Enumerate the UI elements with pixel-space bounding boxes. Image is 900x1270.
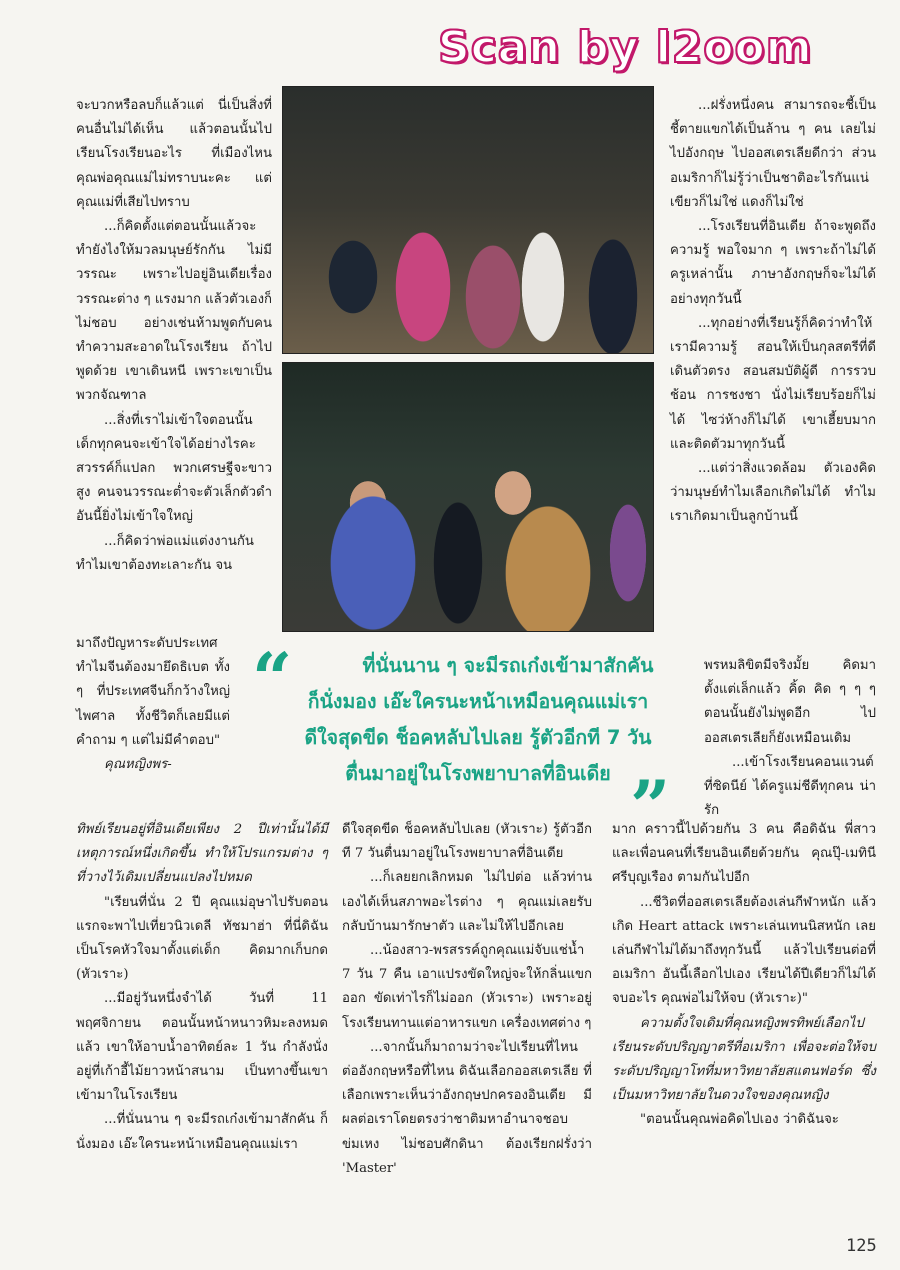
paragraph: ...แต่ว่าสิ่งแวดล้อม ตัวเองคิดว่ามนุษย์ทำไมเลือกเกิดไม่ได้ ทำไมเราเกิดมาเป็นลูกบ้านนี้ <box>670 461 876 525</box>
paragraph: ...ฝรั่งหนึ่งคน สามารถจะชี้เป็นชี้ตายแขกได้เป็นล้าน ๆ คน เลยไม่ไปอังกฤษ ไปออสเตรเลียดีกว่า ส่วนอเมริกาก็ไม่รู้ว่าเป็นชาติอะไรกันแน่ เขียวก็ไม่ใช่ แดงก็ไม่ใช่ <box>670 98 876 210</box>
paragraph: ...โรงเรียนที่อินเดีย ถ้าจะพูดถึงความรู้ พอใจมาก ๆ เพราะถ้าไม่ได้ครูเหล่านั้น ภาษาอังกฤษก็จะไม่ได้อย่างทุกวันนี้ <box>670 219 876 307</box>
paragraph: คุณหญิงพร- <box>104 757 172 773</box>
article-column-left-narrow <box>76 632 230 777</box>
paragraph: ...มีอยู่วันหนึ่งจำได้ วันที่ 11 พฤศจิกายน ตอนนั้นหน้าหนาวหิมะลงหมดแล้ว เขาให้อาบน้ำอาทิตย์ละ 1 วัน กำลังนั่งอยู่ที่เก้าอี้ไม้ยาวหน้าสนาม เป็นทางขึ้นเขาเข้ามาในโรงเรียน <box>76 991 328 1104</box>
event-photo-top <box>282 86 654 354</box>
close-quote-mark: ” <box>630 765 671 848</box>
paragraph: ...สิ่งที่เราไม่เข้าใจตอนนั้น เด็กทุกคนจะเข้าใจได้อย่างไรคะ สวรรค์ก็แปลก พวกเศรษฐีจะขาวสูง คนจนวรรณะต่ำจะตัวเล็กตัวดำ อันนี้ยิ่งไม่เข้าใจใหญ่ <box>76 412 272 525</box>
pull-quote-line: ที่นั่นนาน ๆ จะมีรถเก๋งเข้ามาสักคัน <box>362 654 654 677</box>
paragraph: ...ทุกอย่างที่เรียนรู้ก็คิดว่าทำให้เรามีความรู้ สอนให้เป็นกุลสตรีที่ดี เดินตัวตรง สอนสมบัติผู้ดี การรวบช้อน การชงชา นั่งไม่เรียบร้อยก็ไม่ได้ ไซว่ห้างก็ไม่ได้ เขาเฮี้ยบมาก และติดตัวมาทุกวันนี้ <box>670 315 876 452</box>
article-column-bottom-2 <box>342 818 592 1181</box>
article-column-left <box>76 94 272 578</box>
paragraph: ...เข้าโรงเรียนคอนแวนต์ที่ซิดนีย์ ได้ครูแม่ชีดีทุกคน น่ารัก <box>704 754 876 819</box>
article-column-right <box>670 94 876 530</box>
article-column-bottom-3 <box>612 818 876 1133</box>
pull-quote-line: ดีใจสุดขีด ช็อคหลับไปเลย รู้ตัวอีกที 7 วัน <box>304 726 652 749</box>
paragraph: มาก คราวนี้ไปด้วยกัน 3 คน คือดิฉัน พี่สาว และเพื่อนคนที่เรียนอินเดียด้วยกัน คุณปุ๊-เมทินี ศรีบุญเรือง ตามกันไปอีก <box>612 822 876 886</box>
paragraph: จะบวกหรือลบก็แล้วแต่ นี่เป็นสิ่งที่คนอื่นไม่ได้เห็น แล้วตอนนั้นไปเรียนโรงเรียนอะไร ที่เมืองไหน คุณพ่อคุณแม่ไม่ทราบนะคะ แต่คุณแม่ที่เสียไปทราบ <box>76 98 272 210</box>
article-column-bottom-1 <box>76 818 328 1157</box>
page-number: 125 <box>846 1236 877 1256</box>
paragraph: มาถึงปัญหาระดับประเทศ ทำไมจีนต้องมายึดธิเบต ทั้ง ๆ ที่ประเทศจีนก็กว้างใหญ่ไพศาล ทั้งชีวิตก็เลยมีแต่คำถาม ๆ แต่ไม่มีคำตอบ" <box>76 636 230 748</box>
paragraph: พรหมลิขิตมีจริงมั้ย คิดมาตั้งแต่เล็กแล้ว คิ้ด คิด ๆ ๆ ๆ ตอนนั้นยังไม่พูดอีก ไปออสเตรเลียก็ยังเหมือนเดิม <box>704 658 876 746</box>
paragraph: ...ก็คิดตั้งแต่ตอนนั้นแล้วจะทำยังไงให้มวลมนุษย์รักกัน ไม่มีวรรณะ เพราะไปอยู่อินเดียเรื่องวรรณะต่าง ๆ แรงมาก แล้วตัวเองก็ไม่ชอบ อย่างเช่นห้ามพูดกับคนทำความสะอาดในโรงเรียน ถ้าไปพูดด้วย เขาเดินหนี เพราะเขาเป็นพวกจัณฑาล <box>76 219 272 404</box>
scan-watermark: Scan by l2oom <box>438 22 813 73</box>
pull-quote-line: ตื่นมาอยู่ในโรงพยาบาลที่อินเดีย <box>345 762 611 785</box>
paragraph: ...ก็คิดว่าพ่อแม่แต่งงานกัน ทำไมเขาต้องทะเลาะกัน จน <box>76 533 254 573</box>
open-quote-mark: “ <box>252 637 293 720</box>
paragraph: ...ที่นั่นนาน ๆ จะมีรถเก๋งเข้ามาสักคัน ก็นั่งมอง เอ๊ะใครนะหน้าเหมือนคุณแม่เรา <box>76 1112 328 1152</box>
event-photo-bottom <box>282 362 654 632</box>
paragraph: ...น้องสาว-พรสรรค์ถูกคุณแม่จับแช่น้ำ 7 วัน 7 คืน เอาแปรงขัดใหญ่จะให้กลิ่นแขกออก ขัดเท่าไรก็ไม่ออก (หัวเราะ) เพราะอยู่โรงเรียนทานแต่อาหารแขก เครื่องเทศต่าง ๆ <box>342 943 592 1031</box>
paragraph: "ตอนนั้นคุณพ่อคิดไปเอง ว่าดิฉันจะ <box>640 1112 839 1128</box>
paragraph: ทิพย์เรียนอยู่ที่อินเดียเพียง 2 ปีเท่านั้นได้มีเหตุการณ์หนึ่งเกิดขึ้น ทำให้โปรแกรมต่าง ๆ ที่วางไว้เดิมเปลี่ยนแปลงไปหมด <box>76 822 328 886</box>
paragraph: ...จากนั้นก็มาถามว่าจะไปเรียนที่ไหนต่ออังกฤษหรือที่ไหน ดิฉันเลือกออสเตรเลีย ที่เลือกเพราะเห็นว่าอังกฤษปกครองอินเดีย มีผลต่อเราโดยตรงว่าชาติมหาอำนาจชอบข่มเหง ไม่ชอบศักดินา ต้องเรียกฝรั่งว่า 'Master' <box>342 1039 592 1176</box>
paragraph: ดีใจสุดขีด ช็อคหลับไปเลย (หัวเราะ) รู้ตัวอีกที 7 วันตื่นมาอยู่ในโรงพยาบาลที่อินเดีย <box>342 822 592 862</box>
paragraph: "เรียนที่นั่น 2 ปี คุณแม่อุษาไปรับตอนแรกจะพาไปเที่ยวนิวเดลี ทัชมาฮ่า ที่นี่ดิฉันเป็นโรคหัวใจมาตั้งแต่เด็ก คิดมากเก็บกด (หัวเราะ) <box>76 894 328 983</box>
paragraph: ...ก็เลยยกเลิกหมด ไม่ไปต่อ แล้วท่านเองได้เห็นสภาพอะไรต่าง ๆ คุณแม่เลยรับกลับบ้านมารักษาตัว และไม่ให้ไปอีกเลย <box>342 870 592 934</box>
paragraph: ความตั้งใจเดิมที่คุณหญิงพรทิพย์เลือกไปเรียนระดับปริญญาตรีที่อเมริกา เพื่อจะต่อให้จบระดับปริญญาโทที่มหาวิทยาลัยสแตนฟอร์ด ซึ่งเป็นมหาวิทยาลัยในดวงใจของคุณหญิง <box>612 1015 876 1104</box>
article-column-right-narrow <box>704 654 876 823</box>
paragraph: ...ชีวิตที่ออสเตรเลียต้องเล่นกีฬาหนัก แล้วเกิด Heart attack เพราะเล่นเทนนิสหนัก เลยเล่นกีฬาไม่ได้มาถึงทุกวันนี้ แล้วไปเรียนต่อที่อเมริกา อันนี้เลือกไปเอง เรียนได้ปีเดียวก็ไม่ได้จบอะไร คุณพ่อไม่ให้จบ (หัวเราะ)" <box>612 894 876 1007</box>
pull-quote-line: ก็นั่งมอง เอ๊ะใครนะหน้าเหมือนคุณแม่เรา <box>307 690 649 713</box>
